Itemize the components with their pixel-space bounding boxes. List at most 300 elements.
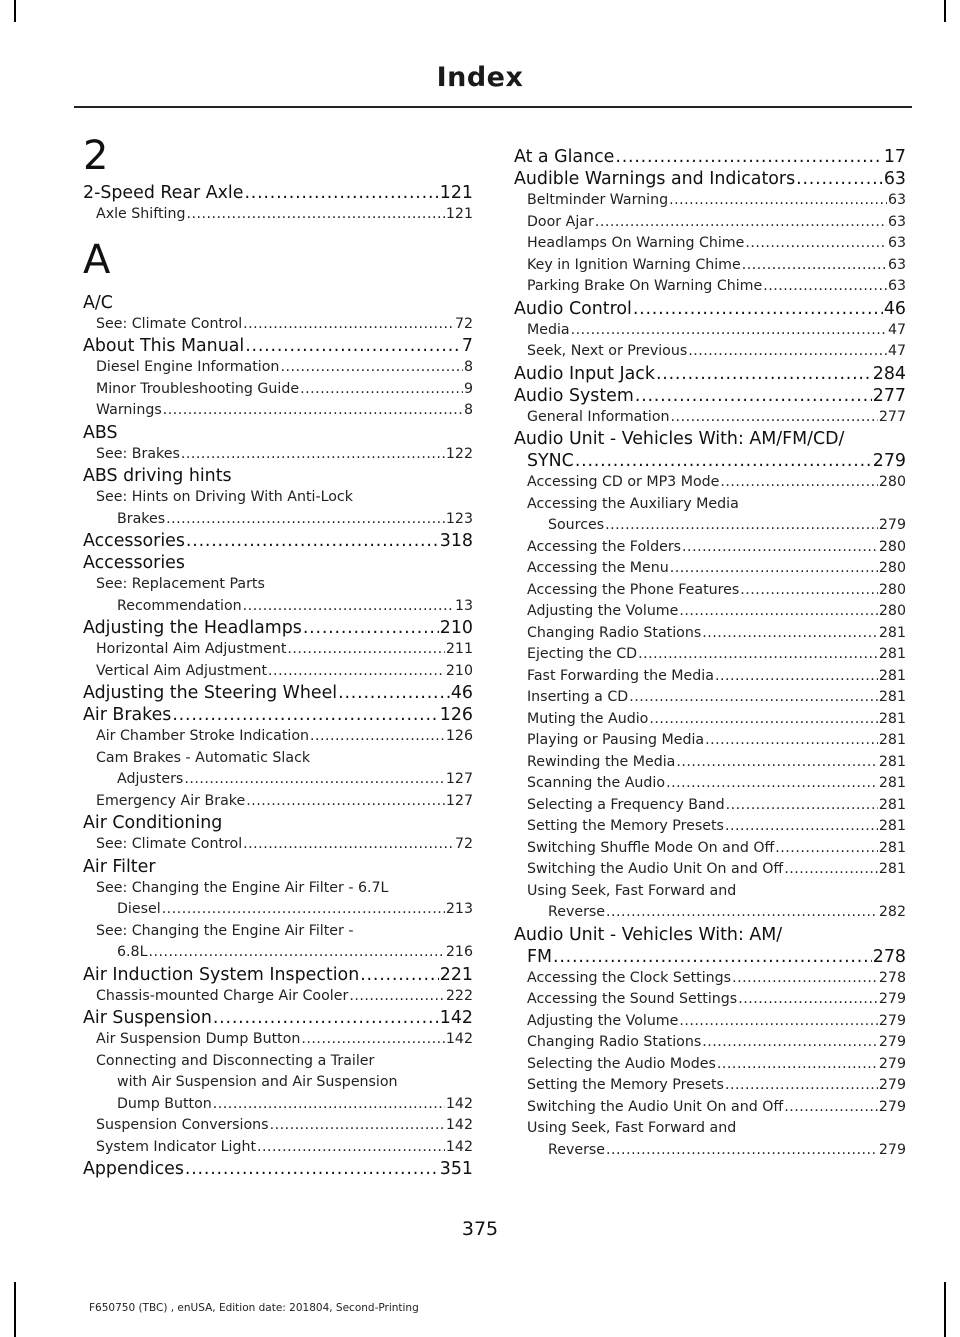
index-subentry[interactable]	[83, 1115, 473, 1137]
page-ref: 142	[445, 1031, 473, 1047]
index-subentry[interactable]	[83, 791, 473, 813]
leader-dots	[688, 341, 887, 363]
index-entry[interactable]	[83, 1158, 473, 1180]
index-entry[interactable]	[514, 363, 906, 385]
entry-text: Switching the Audio Unit On and Off	[527, 1098, 784, 1115]
leader-dots	[649, 709, 878, 731]
index-subentry[interactable]	[514, 730, 906, 752]
leader-dots	[245, 335, 461, 357]
entry-text: Brakes	[117, 510, 166, 527]
index-entry[interactable]	[514, 298, 906, 320]
entry-text: Chassis-mounted Charge Air Cooler	[96, 987, 349, 1004]
leader-dots	[243, 596, 454, 618]
page-ref: 279	[878, 1034, 906, 1050]
entry-text: Accessories	[83, 553, 185, 573]
leader-dots	[784, 859, 878, 881]
leader-dots	[725, 1075, 878, 1097]
entry-text: Audio Control	[514, 298, 632, 319]
leader-dots	[676, 752, 878, 774]
index-entry[interactable]	[83, 1007, 473, 1029]
index-subentry[interactable]	[514, 212, 906, 234]
leader-dots	[595, 212, 887, 234]
entry-text: Rewinding the Media	[527, 753, 676, 770]
edition-note: F650750 (TBC) , enUSA, Edition date: 201804, Second-Printing	[89, 1302, 419, 1314]
entry-text: Air Induction System Inspection	[83, 964, 360, 985]
page-ref: 279	[878, 1098, 906, 1115]
page-ref: 277	[872, 385, 906, 406]
leader-dots	[715, 666, 878, 688]
leader-dots	[244, 182, 438, 204]
page-ref: 46	[450, 683, 473, 703]
leader-dots	[720, 472, 878, 494]
header-divider	[74, 106, 912, 108]
leader-dots	[310, 726, 445, 748]
leader-dots	[633, 298, 883, 320]
page-ref: 281	[878, 753, 906, 770]
leader-dots	[666, 773, 878, 795]
page-ref: 279	[878, 1012, 906, 1029]
leader-dots	[257, 1137, 445, 1159]
page-ref: 281	[878, 710, 906, 727]
index-subentry[interactable]	[514, 1032, 906, 1054]
index-subentry-cont[interactable]	[514, 902, 906, 924]
page-ref: 284	[872, 363, 906, 384]
index-subentry[interactable]	[514, 773, 906, 795]
index-subentry	[514, 1118, 906, 1140]
index-entry-cont[interactable]	[514, 946, 906, 968]
page-ref: 63	[887, 213, 906, 230]
page-ref: 279	[872, 451, 906, 471]
leader-dots	[268, 661, 445, 683]
entry-text: Suspension Conversions	[96, 1117, 269, 1133]
entry-text: See: Replacement Parts	[96, 576, 265, 592]
entry-text: Connecting and Disconnecting a Trailer	[96, 1052, 375, 1069]
index-subentry[interactable]	[83, 357, 473, 379]
entry-text: Changing Radio Stations	[527, 624, 702, 641]
index-subentry[interactable]	[83, 986, 473, 1008]
page-ref: 142	[445, 1138, 473, 1155]
leader-dots	[796, 168, 883, 190]
index-subentry[interactable]	[514, 623, 906, 645]
leader-dots	[726, 795, 878, 817]
leader-dots	[682, 537, 878, 559]
page-ref: 281	[878, 646, 906, 662]
entry-text: Diesel Engine Information	[96, 359, 280, 375]
leader-dots	[670, 558, 878, 580]
entry-text: Door Ajar	[527, 213, 594, 230]
entry-text: Minor Troubleshooting Guide	[96, 380, 300, 397]
crop-mark-top-left	[14, 0, 16, 22]
page-ref: 281	[878, 667, 906, 684]
leader-dots	[702, 1032, 878, 1054]
crop-mark-bottom-right	[944, 1282, 946, 1337]
index-subentry[interactable]	[83, 1137, 473, 1159]
leader-dots	[213, 1007, 439, 1029]
index-subentry-cont[interactable]	[83, 899, 473, 921]
entry-text: At a Glance	[514, 147, 615, 167]
leader-dots	[732, 968, 878, 990]
index-subentry[interactable]	[83, 639, 473, 661]
index-subentry[interactable]	[514, 859, 906, 881]
index-subentry[interactable]	[514, 795, 906, 817]
leader-dots	[575, 450, 872, 472]
index-subentry[interactable]	[514, 276, 906, 298]
entry-text: Accessing the Auxiliary Media	[527, 495, 739, 512]
index-subentry[interactable]	[514, 1011, 906, 1033]
page-ref: 72	[454, 836, 473, 852]
index-subentry[interactable]	[514, 233, 906, 255]
entry-text: Recommendation	[117, 597, 242, 614]
index-subentry-cont[interactable]	[514, 515, 906, 537]
entry-text: System Indicator Light	[96, 1138, 257, 1155]
entry-text: Accessing the Phone Features	[527, 581, 740, 598]
entry-text: See: Climate Control	[96, 315, 243, 332]
page-ref: 142	[445, 1095, 473, 1112]
entry-text: Inserting a CD	[527, 689, 629, 705]
index-subentry	[514, 494, 906, 516]
entry-text: Adjusting the Volume	[527, 1012, 679, 1029]
entry-text: Key in Ignition Warning Chime	[527, 256, 741, 273]
page-ref: 278	[872, 946, 906, 967]
entry-text: with Air Suspension and Air Suspension	[117, 1074, 398, 1090]
leader-dots	[163, 400, 463, 422]
page-ref: 280	[878, 474, 906, 490]
index-entry	[83, 812, 473, 834]
entry-text: Audio System	[514, 385, 634, 406]
page-ref: 279	[878, 517, 906, 533]
index-subentry[interactable]	[514, 816, 906, 838]
index-subentry[interactable]	[514, 989, 906, 1011]
entry-text: FM	[527, 946, 553, 967]
page-ref: 127	[445, 771, 473, 787]
leader-dots	[605, 515, 878, 537]
entry-text: 6.8L	[117, 944, 148, 960]
leader-dots	[571, 320, 887, 342]
index-subentry-cont[interactable]	[83, 769, 473, 791]
page-ref: 17	[883, 147, 906, 167]
page-ref: 127	[445, 792, 473, 809]
entry-text: Audio Unit - Vehicles With: AM/FM/CD/	[514, 429, 845, 449]
leader-dots	[553, 946, 872, 968]
index-entry[interactable]	[514, 385, 906, 407]
leader-dots	[745, 233, 887, 255]
leader-dots	[246, 791, 445, 813]
entry-text: Appendices	[83, 1159, 184, 1179]
index-entry	[83, 292, 473, 314]
page-ref: 8	[463, 359, 473, 375]
leader-dots	[763, 276, 887, 298]
page-ref: 281	[878, 839, 906, 856]
entry-text: Playing or Pausing Media	[527, 732, 705, 748]
page-ref: 63	[887, 278, 906, 294]
index-entry[interactable]	[514, 146, 906, 168]
index-entry[interactable]	[83, 704, 473, 726]
page-ref: 126	[439, 705, 473, 725]
index-entry[interactable]	[514, 168, 906, 190]
index-entry	[83, 856, 473, 878]
index-entry	[83, 422, 473, 444]
page-ref: 280	[878, 581, 906, 598]
entry-text: Adjusters	[117, 771, 184, 787]
index-entry	[514, 924, 906, 946]
leader-dots	[656, 363, 872, 385]
index-subentry[interactable]	[83, 661, 473, 683]
index-subentry-cont[interactable]	[83, 1094, 473, 1116]
index-subentry[interactable]	[514, 752, 906, 774]
entry-text: Accessing CD or MP3 Mode	[527, 474, 720, 490]
page-ref: 210	[439, 618, 473, 638]
index-subentry	[83, 1051, 473, 1073]
entry-text: Setting the Memory Presets	[527, 818, 724, 834]
entry-text: Air Chamber Stroke Indication	[96, 728, 309, 744]
page-title: Index	[436, 62, 524, 93]
leader-dots	[162, 899, 445, 921]
leader-dots	[280, 357, 463, 379]
index-subentry[interactable]	[83, 834, 473, 856]
page-ref: 142	[439, 1008, 473, 1028]
page-ref: 63	[887, 235, 906, 251]
index-entry	[83, 552, 473, 574]
leader-dots	[213, 1094, 445, 1116]
index-subentry-cont[interactable]	[83, 509, 473, 531]
leader-dots	[186, 204, 444, 226]
index-subentry[interactable]	[514, 1054, 906, 1076]
page-ref: 13	[454, 597, 473, 614]
index-subentry[interactable]	[514, 666, 906, 688]
index-subentry-cont[interactable]	[83, 596, 473, 618]
page-ref: 9	[463, 380, 473, 397]
index-subentry[interactable]	[83, 204, 473, 226]
entry-text: ABS driving hints	[83, 466, 232, 486]
entry-text: 2-Speed Rear Axle	[83, 183, 244, 203]
index-subentry	[514, 881, 906, 903]
index-entry	[83, 465, 473, 487]
entry-text: Accessories	[83, 531, 185, 551]
page-ref: 126	[445, 728, 473, 744]
entry-text: Reverse	[548, 1141, 606, 1158]
leader-dots	[303, 617, 439, 639]
entry-text: ABS	[83, 422, 118, 443]
entry-text: Setting the Memory Presets	[527, 1077, 724, 1093]
index-subentry	[83, 921, 473, 943]
entry-text: Ejecting the CD	[527, 646, 638, 662]
entry-text: Vertical Aim Adjustment	[96, 662, 268, 679]
index-subentry[interactable]	[514, 255, 906, 277]
entry-text: About This Manual	[83, 336, 245, 356]
page-ref: 278	[878, 969, 906, 986]
leader-dots	[775, 838, 878, 860]
entry-text: Emergency Air Brake	[96, 792, 246, 809]
index-subentry[interactable]	[83, 379, 473, 401]
leader-dots	[148, 942, 444, 964]
entry-text: Using Seek, Fast Forward and	[527, 882, 737, 899]
leader-dots	[635, 385, 872, 407]
index-entry[interactable]	[83, 182, 473, 204]
index-subentry[interactable]	[514, 687, 906, 709]
entry-text: Adjusting the Headlamps	[83, 618, 302, 638]
index-subentry[interactable]	[514, 407, 906, 429]
leader-dots	[784, 1097, 878, 1119]
leader-dots	[287, 639, 445, 661]
leader-dots	[742, 255, 887, 277]
index-subentry-cont[interactable]	[514, 1140, 906, 1162]
leader-dots	[181, 444, 445, 466]
page-ref: 216	[445, 944, 473, 960]
index-subentry-cont[interactable]	[83, 942, 473, 964]
index-subentry[interactable]	[514, 1075, 906, 1097]
crop-mark-top-right	[944, 0, 946, 22]
index-subentry[interactable]	[514, 601, 906, 623]
index-subentry[interactable]	[83, 726, 473, 748]
index-subentry	[83, 487, 473, 509]
page-ref: 277	[878, 408, 906, 425]
page-ref: 281	[878, 861, 906, 877]
entry-text: See: Changing the Engine Air Filter -	[96, 922, 354, 939]
entry-text: Sources	[548, 517, 605, 533]
page-ref: 281	[878, 689, 906, 705]
index-column-left	[83, 133, 473, 1180]
page-ref: 63	[887, 192, 906, 208]
index-subentry[interactable]	[514, 320, 906, 342]
index-subentry[interactable]	[514, 537, 906, 559]
entry-text: Seek, Next or Previous	[527, 343, 688, 359]
page-ref: 318	[439, 531, 473, 551]
page-ref: 47	[887, 343, 906, 359]
section-letter-a: A	[83, 236, 111, 283]
crop-mark-bottom-left	[14, 1282, 16, 1337]
page-ref: 281	[878, 624, 906, 641]
index-entry-cont[interactable]	[514, 450, 906, 472]
page-ref: 211	[445, 641, 473, 657]
leader-dots	[186, 530, 439, 552]
entry-text: See: Climate Control	[96, 836, 243, 852]
index-subentry[interactable]	[514, 341, 906, 363]
page-ref: 123	[445, 510, 473, 527]
index-subentry[interactable]	[514, 838, 906, 860]
page-ref: 7	[461, 336, 473, 356]
index-entry[interactable]	[83, 617, 473, 639]
index-entry	[514, 428, 906, 450]
page-ref: 47	[887, 321, 906, 338]
index-subentry[interactable]	[83, 314, 473, 336]
leader-dots	[705, 730, 878, 752]
entry-text: Changing Radio Stations	[527, 1034, 702, 1050]
index-subentry[interactable]	[83, 444, 473, 466]
entry-text: Adjusting the Steering Wheel	[83, 683, 338, 703]
page-ref: 121	[445, 206, 473, 222]
page-ref: 279	[878, 1141, 906, 1158]
page-ref: 280	[878, 560, 906, 576]
entry-text: Scanning the Audio	[527, 775, 666, 791]
entry-text: Air Suspension	[83, 1008, 212, 1028]
page-ref: 282	[878, 904, 906, 920]
section-letter-2: 2	[83, 133, 109, 179]
leader-dots	[172, 704, 438, 726]
page-ref: 279	[878, 991, 906, 1007]
leader-dots	[606, 902, 878, 924]
entry-text: Muting the Audio	[527, 710, 649, 727]
page-ref: 210	[445, 662, 473, 679]
index-entry[interactable]	[83, 682, 473, 704]
leader-dots	[349, 986, 445, 1008]
index-entry[interactable]	[83, 335, 473, 357]
entry-text: Beltminder Warning	[527, 192, 669, 208]
leader-dots	[270, 1115, 445, 1137]
page-ref: 63	[887, 256, 906, 273]
leader-dots	[243, 314, 454, 336]
entry-text: Audio Unit - Vehicles With: AM/	[514, 924, 783, 945]
index-subentry[interactable]	[83, 400, 473, 422]
entry-text: Air Brakes	[83, 705, 172, 725]
entry-text: Accessing the Sound Settings	[527, 991, 738, 1007]
index-subentry	[83, 878, 473, 900]
page-ref: 213	[445, 901, 473, 917]
leader-dots	[606, 1140, 878, 1162]
entry-text: See: Hints on Driving With Anti-Lock	[96, 489, 353, 505]
index-subentry[interactable]	[514, 190, 906, 212]
page-number: 375	[461, 1218, 499, 1240]
leader-dots	[738, 989, 878, 1011]
leader-dots	[301, 1029, 445, 1051]
page-ref: 351	[439, 1159, 473, 1179]
index-subentry[interactable]	[514, 558, 906, 580]
index-subentry[interactable]	[83, 1029, 473, 1051]
page-ref: 72	[454, 315, 473, 332]
entry-text: See: Changing the Engine Air Filter - 6.7L	[96, 879, 389, 896]
index-subentry[interactable]	[514, 1097, 906, 1119]
entry-text: General Information	[527, 408, 670, 425]
leader-dots	[166, 509, 445, 531]
entry-text: See: Brakes	[96, 445, 180, 462]
leader-dots	[615, 146, 882, 168]
entry-text: Switching Shuffle Mode On and Off	[527, 839, 775, 856]
entry-text: Headlamps On Warning Chime	[527, 235, 745, 251]
index-subentry[interactable]	[514, 580, 906, 602]
entry-text: Accessing the Clock Settings	[527, 969, 732, 986]
entry-text: Fast Forwarding the Media	[527, 667, 714, 684]
page-ref: 8	[463, 402, 473, 418]
index-entry[interactable]	[83, 964, 473, 986]
entry-text: Parking Brake On Warning Chime	[527, 278, 763, 294]
leader-dots	[679, 601, 878, 623]
entry-text: Dump Button	[117, 1095, 212, 1112]
page-ref: 279	[878, 1077, 906, 1093]
index-subentry[interactable]	[514, 968, 906, 990]
entry-text: Adjusting the Volume	[527, 603, 679, 619]
entry-text: Warnings	[96, 402, 162, 418]
entry-text: Reverse	[548, 904, 606, 920]
leader-dots	[360, 964, 439, 986]
index-subentry[interactable]	[514, 644, 906, 666]
page-ref: 222	[445, 987, 473, 1004]
index-subentry	[83, 748, 473, 770]
index-subentry[interactable]	[514, 472, 906, 494]
index-subentry[interactable]	[514, 709, 906, 731]
leader-dots	[702, 623, 878, 645]
index-subentry	[83, 574, 473, 596]
entry-text: Selecting a Frequency Band	[527, 796, 725, 813]
leader-dots	[725, 816, 878, 838]
page-ref: 63	[883, 169, 906, 189]
page-ref: 281	[878, 775, 906, 791]
entry-text: Using Seek, Fast Forward and	[527, 1120, 737, 1136]
index-entry[interactable]	[83, 530, 473, 552]
leader-dots	[717, 1054, 878, 1076]
leader-dots	[184, 769, 445, 791]
leader-dots	[638, 644, 878, 666]
leader-dots	[669, 190, 887, 212]
page-ref: 46	[883, 298, 906, 319]
